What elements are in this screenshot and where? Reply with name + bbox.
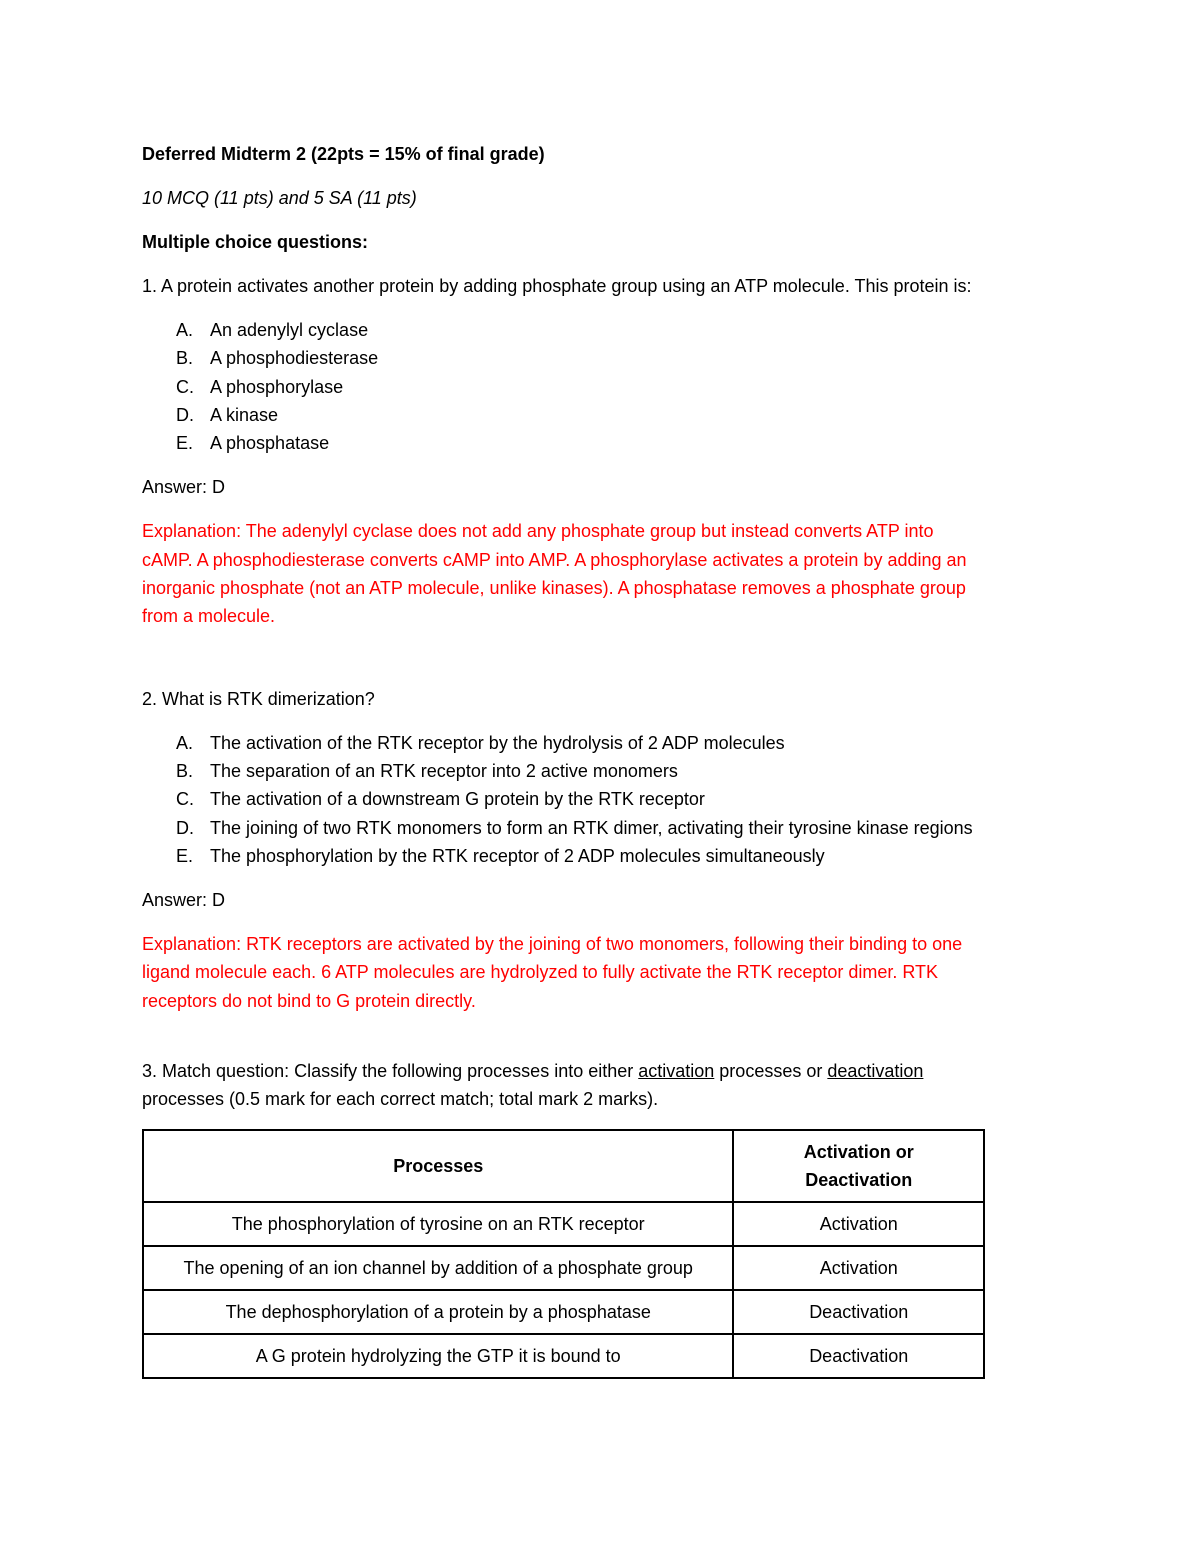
table-header-activation-or-deactivation — [733, 1130, 984, 1202]
explanation-line: inorganic phosphate (not an ATP molecule, unlike kinases). A phosphatase removes a phosphate group — [142, 578, 966, 599]
question-1-explanation — [142, 517, 1072, 630]
document-subtitle: 10 MCQ (11 pts) and 5 SA (11 pts) — [142, 188, 417, 208]
table-header-processes: Processes — [143, 1130, 733, 1202]
option-letter: C. — [176, 789, 194, 810]
option-letter: B. — [176, 760, 194, 781]
option-letter: D. — [176, 817, 194, 838]
option-text: A kinase — [210, 404, 279, 425]
underlined-activation: activation — [638, 1061, 715, 1082]
option-letter: B. — [176, 348, 194, 369]
option-item — [142, 373, 1072, 401]
table-cell-result: Deactivation — [733, 1334, 984, 1378]
option-item — [142, 316, 1072, 344]
spacer — [142, 1015, 1072, 1057]
header-line: Deactivation — [805, 1170, 913, 1191]
question-1-options — [142, 316, 1072, 457]
option-text: The separation of an RTK receptor into 2 active monomers — [210, 760, 678, 781]
question-2-explanation — [142, 930, 1072, 1015]
question-3-line-1 — [142, 1057, 1072, 1085]
document-page — [142, 140, 1072, 1379]
table-cell-result: Deactivation — [733, 1290, 984, 1334]
option-item — [142, 757, 1072, 785]
question-2-options — [142, 729, 1072, 870]
option-text: A phosphatase — [210, 433, 330, 454]
document-title: Deferred Midterm 2 (22pts = 15% of final grade) — [142, 144, 545, 164]
question-2-text: 2. What is RTK dimerization? — [142, 688, 375, 709]
question-1-text: 1. A protein activates another protein by adding phosphate group using an ATP molecule. This protein is: — [142, 276, 972, 296]
question-3-text-part: processes or — [714, 1061, 828, 1082]
option-item — [142, 729, 1072, 757]
option-item — [142, 429, 1072, 457]
option-letter: E. — [176, 433, 194, 454]
question-2-answer: Answer: D — [142, 890, 226, 911]
table-cell-result: Activation — [733, 1202, 984, 1246]
explanation-line: from a molecule. — [142, 606, 276, 627]
table-cell-process: The opening of an ion channel by addition of a phosphate group — [143, 1246, 733, 1290]
explanation-line: Explanation: RTK receptors are activated by the joining of two monomers, following their binding to one — [142, 934, 963, 955]
table-cell-process: The phosphorylation of tyrosine on an RTK receptor — [143, 1202, 733, 1246]
option-item — [142, 344, 1072, 372]
explanation-line: receptors do not bind to G protein directly. — [142, 990, 476, 1011]
explanation-line: cAMP. A phosphodiesterase converts cAMP into AMP. A phosphorylase activates a protein by adding an — [142, 549, 967, 570]
explanation-line: Explanation: The adenylyl cyclase does not add any phosphate group but instead converts ATP into — [142, 521, 934, 542]
question-3-text — [142, 1057, 1072, 1113]
table-row — [143, 1334, 984, 1378]
table-row — [143, 1202, 984, 1246]
table-row — [143, 1290, 984, 1334]
table-header-row — [143, 1130, 984, 1202]
explanation-line: ligand molecule each. 6 ATP molecules are hydrolyzed to fully activate the RTK receptor dimer. RTK — [142, 962, 939, 983]
question-3-line-2: processes (0.5 mark for each correct match; total mark 2 marks). — [142, 1089, 659, 1110]
option-item — [142, 785, 1072, 813]
option-text: The activation of a downstream G protein by the RTK receptor — [210, 789, 705, 810]
question-3-text-part: 3. Match question: Classify the following processes into either — [142, 1061, 639, 1082]
option-text: A phosphodiesterase — [210, 348, 379, 369]
section-heading: Multiple choice questions: — [142, 232, 369, 252]
option-text: The activation of the RTK receptor by the hydrolysis of 2 ADP molecules — [210, 732, 785, 753]
table-cell-result: Activation — [733, 1246, 984, 1290]
question-1-answer: Answer: D — [142, 477, 226, 498]
spacer — [142, 631, 1072, 685]
option-letter: A. — [176, 732, 194, 753]
match-table — [142, 1129, 985, 1379]
header-line: Activation or — [803, 1142, 914, 1163]
option-letter: A. — [176, 320, 194, 340]
option-text: An adenylyl cyclase — [210, 320, 369, 340]
option-text: A phosphorylase — [210, 376, 344, 397]
option-letter: E. — [176, 845, 194, 866]
option-letter: D. — [176, 404, 194, 425]
option-item — [142, 814, 1072, 842]
table-cell-process: A G protein hydrolyzing the GTP it is bound to — [143, 1334, 733, 1378]
underlined-deactivation: deactivation — [827, 1061, 924, 1082]
option-item — [142, 401, 1072, 429]
option-text: The phosphorylation by the RTK receptor of 2 ADP molecules simultaneously — [210, 845, 825, 866]
table-row — [143, 1246, 984, 1290]
option-item — [142, 842, 1072, 870]
table-cell-process: The dephosphorylation of a protein by a phosphatase — [143, 1290, 733, 1334]
option-letter: C. — [176, 376, 194, 397]
option-text: The joining of two RTK monomers to form an RTK dimer, activating their tyrosine kinase regions — [210, 817, 973, 838]
